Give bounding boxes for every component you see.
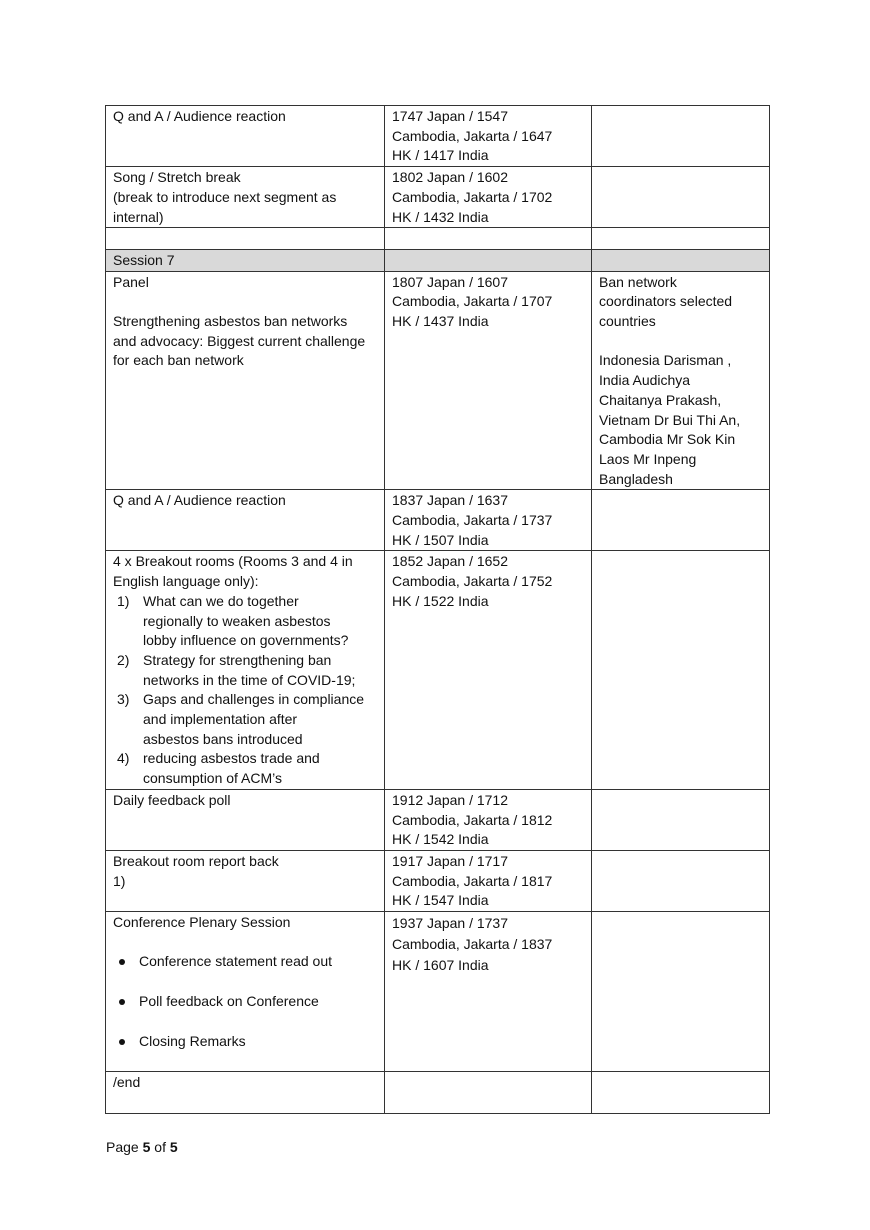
activity-cell: [106, 167, 385, 228]
spacer: [113, 229, 377, 249]
table-row: [106, 490, 770, 551]
time-cell: [385, 490, 592, 551]
time-line: Cambodia, Jakarta / 1812: [392, 811, 553, 828]
speaker-line: Indonesia Darisman ,: [599, 352, 732, 369]
notes-line: countries: [599, 313, 656, 330]
topic-number: 1): [117, 592, 130, 609]
topic-text-line: lobby influence on governments?: [143, 632, 349, 649]
time-cell: [385, 167, 592, 228]
table-row: [106, 271, 770, 490]
bullet-icon: [119, 959, 125, 965]
bullet-item: [113, 952, 377, 972]
activity-line: (break to introduce next segment as: [113, 188, 337, 205]
empty-cell: [592, 228, 770, 250]
page-footer: [106, 1139, 178, 1155]
speaker-line: Bangladesh: [599, 470, 673, 487]
topic-text-line: and implementation after: [143, 711, 298, 728]
topic-text-line: Gaps and challenges in compliance: [143, 691, 365, 708]
spacer-row: [106, 228, 770, 250]
activity-description-line: for each ban network: [113, 352, 244, 369]
spacer: [392, 229, 584, 249]
spacer: [599, 229, 762, 249]
time-line: 1937 Japan / 1737: [392, 915, 508, 932]
speaker-line: Cambodia Mr Sok Kin: [599, 431, 736, 448]
activity-cell: [106, 106, 385, 167]
activity-line: Daily feedback poll: [113, 791, 231, 808]
topic-text-line: regionally to weaken asbestos: [143, 612, 331, 629]
notes-cell: [592, 1072, 770, 1113]
blank-line: [113, 1052, 377, 1072]
breakout-topics: [113, 592, 377, 789]
blank-line: [113, 933, 377, 953]
time-line: Cambodia, Jakarta / 1647: [392, 127, 553, 144]
time-cell: [385, 912, 592, 1072]
topic-item: [113, 592, 377, 651]
notes-line: Ban network: [599, 273, 677, 290]
bullet-text: Poll feedback on Conference: [139, 993, 319, 1010]
time-line: 1917 Japan / 1717: [392, 852, 508, 869]
activity-line: Q and A / Audience reaction: [113, 492, 286, 509]
activity-line: English language only):: [113, 573, 259, 590]
activity-description-line: and advocacy: Biggest current challenge: [113, 332, 366, 349]
table-row: [106, 789, 770, 850]
current-page-number: 5: [142, 1139, 151, 1155]
activity-line: Breakout room report back: [113, 852, 279, 869]
activity-line: /end: [113, 1074, 141, 1091]
notes-cell: [592, 271, 770, 490]
activity-cell: [106, 789, 385, 850]
time-cell: [385, 1072, 592, 1113]
time-line: HK / 1607 India: [392, 957, 489, 974]
bullet-item: [113, 1032, 377, 1052]
session-title: Session 7: [113, 251, 175, 268]
bullet-item: [113, 992, 377, 1012]
topic-item: [113, 690, 377, 749]
time-line: Cambodia, Jakarta / 1837: [392, 936, 553, 953]
empty-cell: [592, 249, 770, 271]
activity-line: 1): [113, 872, 126, 889]
notes-cell: [592, 490, 770, 551]
activity-cell: [106, 850, 385, 911]
time-line: HK / 1547 India: [392, 892, 489, 909]
time-line: HK / 1542 India: [392, 831, 489, 848]
time-line: 1802 Japan / 1602: [392, 169, 508, 186]
time-cell: [385, 551, 592, 789]
table-row: [106, 167, 770, 228]
topic-number: 3): [117, 691, 130, 708]
session-label: [106, 249, 385, 271]
activity-cell: [106, 1072, 385, 1113]
time-line: HK / 1417 India: [392, 147, 489, 164]
activity-cell: [106, 912, 385, 1072]
time-cell: [385, 106, 592, 167]
plenary-bullets: [113, 952, 377, 1051]
notes-cell: [592, 850, 770, 911]
bullet-icon: [119, 1039, 125, 1045]
time-line: 1747 Japan / 1547: [392, 108, 508, 124]
topic-number: 2): [117, 651, 130, 668]
bullet-text: Conference statement read out: [139, 953, 333, 970]
empty-cell: [385, 249, 592, 271]
topic-text-line: reducing asbestos trade and: [143, 750, 320, 767]
bullet-icon: [119, 999, 125, 1005]
activity-line: 4 x Breakout rooms (Rooms 3 and 4 in: [113, 553, 353, 570]
topic-number: 4): [117, 750, 130, 767]
session-header-row: [106, 249, 770, 271]
speaker-line: Laos Mr Inpeng: [599, 450, 697, 467]
notes-cell: [592, 912, 770, 1072]
topic-text-line: networks in the time of COVID-19;: [143, 671, 356, 688]
time-cell: [385, 850, 592, 911]
table-row: [106, 1072, 770, 1113]
time-line: Cambodia, Jakarta / 1707: [392, 293, 553, 310]
empty-cell: [106, 228, 385, 250]
time-line: HK / 1437 India: [392, 313, 489, 330]
notes-cell: [592, 106, 770, 167]
topic-text-line: What can we do together: [143, 592, 299, 609]
topic-item: [113, 651, 377, 690]
total-pages-number: 5: [169, 1139, 178, 1155]
notes-cell: [592, 167, 770, 228]
time-line: HK / 1507 India: [392, 531, 489, 548]
activity-title: Conference Plenary Session: [113, 914, 291, 931]
notes-cell: [592, 789, 770, 850]
notes-cell: [592, 551, 770, 789]
time-line: HK / 1522 India: [392, 592, 489, 609]
topic-text-line: consumption of ACM’s: [143, 770, 283, 787]
empty-cell: [385, 228, 592, 250]
activity-line: Q and A / Audience reaction: [113, 108, 286, 124]
footer-middle: of: [150, 1139, 170, 1155]
activity-line: internal): [113, 208, 164, 225]
activity-title: Panel: [113, 273, 149, 290]
time-line: Cambodia, Jakarta / 1737: [392, 512, 553, 529]
agenda-table: [105, 105, 770, 1114]
topic-text-line: asbestos bans introduced: [143, 730, 303, 747]
time-line: 1852 Japan / 1652: [392, 553, 508, 570]
table-row: [106, 551, 770, 789]
blank-line: [599, 332, 762, 352]
speaker-line: Vietnam Dr Bui Thi An,: [599, 411, 741, 428]
table-row: [106, 912, 770, 1072]
time-line: Cambodia, Jakarta / 1702: [392, 188, 553, 205]
time-line: Cambodia, Jakarta / 1817: [392, 872, 553, 889]
time-line: HK / 1432 India: [392, 208, 489, 225]
activity-cell: [106, 551, 385, 789]
topic-item: [113, 749, 377, 788]
time-cell: [385, 271, 592, 490]
speaker-line: India Audichya: [599, 372, 691, 389]
activity-cell: [106, 490, 385, 551]
time-line: 1807 Japan / 1607: [392, 273, 508, 290]
activity-description-line: Strengthening asbestos ban networks: [113, 313, 348, 329]
speaker-line: Chaitanya Prakash,: [599, 391, 722, 408]
bullet-text: Closing Remarks: [139, 1032, 246, 1049]
table-row: [106, 106, 770, 167]
blank-line: [113, 1093, 377, 1113]
topic-text-line: Strategy for strengthening ban: [143, 651, 332, 668]
time-cell: [385, 789, 592, 850]
time-line: 1912 Japan / 1712: [392, 791, 508, 808]
time-line: 1837 Japan / 1637: [392, 492, 508, 509]
activity-line: Song / Stretch break: [113, 169, 241, 186]
table-row: [106, 850, 770, 911]
activity-cell: [106, 271, 385, 490]
time-line: Cambodia, Jakarta / 1752: [392, 573, 553, 590]
blank-line: [113, 292, 377, 312]
notes-line: coordinators selected: [599, 293, 733, 310]
footer-prefix: Page: [106, 1139, 143, 1155]
